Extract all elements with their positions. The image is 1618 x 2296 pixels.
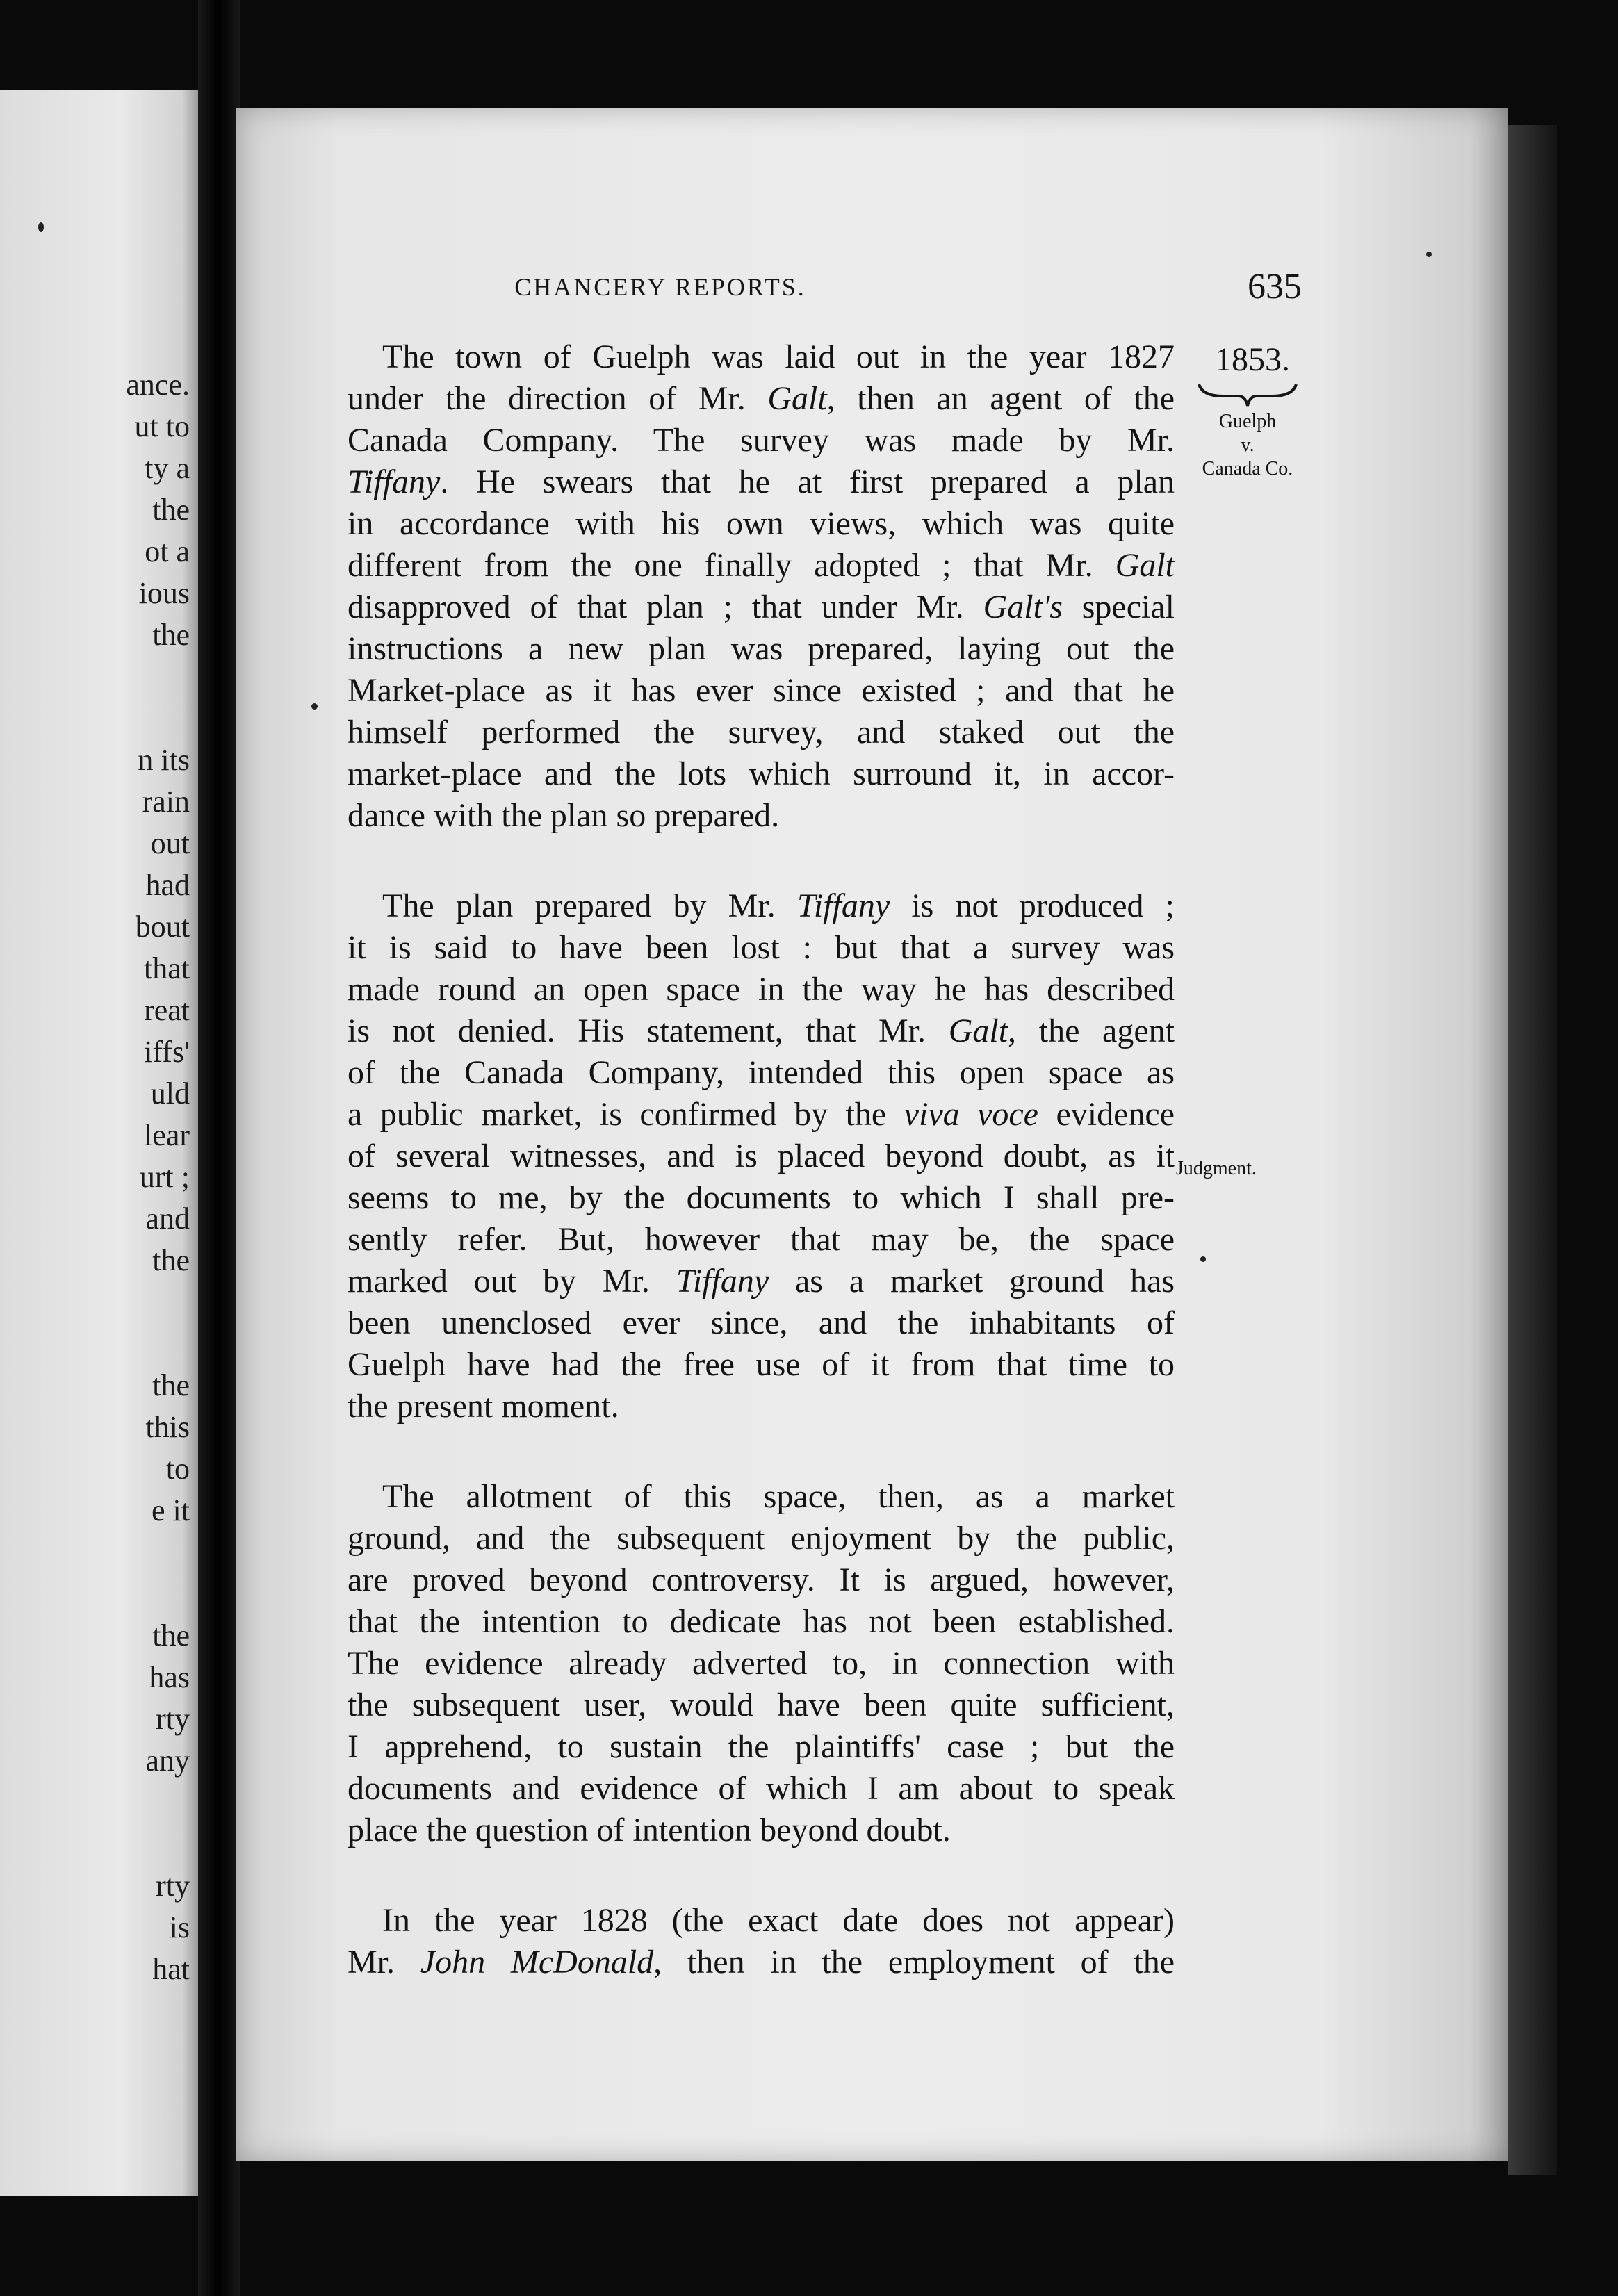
left-line-fragment: e it bbox=[152, 1493, 190, 1527]
margin-case-defendant: Canada Co. bbox=[1202, 458, 1293, 479]
text-line: sently refer. But, however that may be, the space bbox=[348, 1221, 1175, 1258]
left-line-fragment: rty bbox=[156, 1869, 190, 1903]
left-line-fragment: the bbox=[152, 1368, 190, 1402]
left-line-fragment: n its bbox=[138, 743, 190, 777]
left-line-fragment: the bbox=[152, 1243, 190, 1277]
left-line-fragment: hat bbox=[152, 1952, 190, 1986]
dust-speck bbox=[38, 222, 44, 232]
text-line: ground, and the subsequent enjoyment by the public, bbox=[348, 1520, 1175, 1557]
text-line: Canada Company. The survey was made by Mr. bbox=[348, 422, 1175, 459]
text-line: Tiffany. He swears that he at first prepared a plan bbox=[348, 464, 1175, 500]
text-line: market-place and the lots which surround it, in accor- bbox=[348, 755, 1175, 792]
left-line-fragment: lear bbox=[144, 1118, 190, 1152]
left-line-fragment: ot a bbox=[145, 534, 190, 568]
left-line-fragment: has bbox=[149, 1660, 190, 1694]
text-line: The plan prepared by Mr. Tiffany is not produced ; bbox=[382, 887, 1175, 924]
text-line: under the direction of Mr. Galt, then an agent of the bbox=[348, 380, 1175, 417]
margin-case-plaintiff: Guelph bbox=[1218, 411, 1277, 432]
running-head: CHANCERY REPORTS. bbox=[514, 273, 806, 301]
left-line-fragment: iffs' bbox=[144, 1035, 190, 1069]
left-line-fragment: ty a bbox=[145, 451, 190, 485]
text-line: the present moment. bbox=[348, 1388, 619, 1425]
text-line: disapproved of that plan ; that under Mr. Galt's special bbox=[348, 589, 1175, 625]
paragraph bbox=[348, 885, 1175, 1427]
text-line: is not denied. His statement, that Mr. Galt, the agent bbox=[348, 1012, 1175, 1049]
text-line: The evidence already adverted to, in connection with bbox=[348, 1645, 1175, 1682]
text-line: The town of Guelph was laid out in the year 1827 bbox=[382, 338, 1175, 375]
text-line: made round an open space in the way he has described bbox=[348, 971, 1175, 1008]
left-line-fragment: ance. bbox=[126, 368, 190, 402]
left-line-fragment: rain bbox=[142, 785, 190, 819]
left-line-fragment: rty bbox=[156, 1702, 190, 1736]
previous-page-fragment bbox=[0, 90, 198, 2196]
left-line-fragment: bout bbox=[135, 910, 190, 944]
page-number: 635 bbox=[1248, 267, 1302, 306]
paragraph bbox=[348, 1476, 1175, 1851]
text-line: different from the one finally adopted ; that Mr. Galt bbox=[348, 547, 1175, 584]
dust-speck bbox=[311, 703, 318, 710]
left-line-fragment: the bbox=[152, 493, 190, 527]
book-gutter bbox=[198, 0, 240, 2296]
left-line-fragment: and bbox=[145, 1202, 190, 1236]
text-line: Mr. John McDonald, then in the employment of the bbox=[348, 1944, 1175, 1981]
left-line-fragment: the bbox=[152, 1618, 190, 1653]
margin-note-judgment: Judgment. bbox=[1176, 1158, 1257, 1179]
text-line: of the Canada Company, intended this open space as bbox=[348, 1054, 1175, 1091]
text-line: seems to me, by the documents to which I shall pre- bbox=[348, 1179, 1175, 1216]
text-line: Market-place as it has ever since existed ; and that he bbox=[348, 672, 1175, 709]
left-line-fragment: that bbox=[144, 951, 190, 985]
left-line-fragment: any bbox=[145, 1744, 190, 1778]
dust-speck bbox=[1200, 1256, 1206, 1262]
text-line: himself performed the survey, and staked out the bbox=[348, 714, 1175, 751]
paragraph bbox=[348, 336, 1175, 837]
curly-brace-icon bbox=[1195, 381, 1300, 409]
body-text bbox=[348, 336, 1175, 2032]
text-line: instructions a new plan was prepared, laying out the bbox=[348, 630, 1175, 667]
text-line: been unenclosed ever since, and the inhabitants of bbox=[348, 1304, 1175, 1341]
left-line-fragment: ut to bbox=[134, 409, 190, 443]
margin-note-case-name bbox=[1182, 410, 1314, 481]
left-line-fragment: to bbox=[165, 1452, 190, 1486]
text-line: documents and evidence of which I am about to speak bbox=[348, 1770, 1175, 1807]
text-line: I apprehend, to sustain the plaintiffs' case ; but the bbox=[348, 1728, 1175, 1765]
text-line: The allotment of this space, then, as a market bbox=[382, 1478, 1175, 1515]
left-line-fragment: reat bbox=[144, 993, 190, 1027]
text-line: a public market, is confirmed by the viva voce evidence bbox=[348, 1096, 1175, 1133]
text-line: it is said to have been lost : but that a survey was bbox=[348, 929, 1175, 966]
left-line-fragment: is bbox=[169, 1910, 190, 1944]
text-line: dance with the plan so prepared. bbox=[348, 797, 780, 834]
page-stack-edge bbox=[1508, 125, 1557, 2175]
margin-note-year: 1853. bbox=[1215, 341, 1290, 378]
left-line-fragment: this bbox=[145, 1410, 190, 1444]
left-line-fragment: out bbox=[150, 826, 190, 860]
left-line-fragment: ious bbox=[138, 576, 190, 610]
left-line-fragment: had bbox=[145, 868, 190, 902]
text-line: are proved beyond controversy. It is argued, however, bbox=[348, 1561, 1175, 1598]
text-line: Guelph have had the free use of it from that time to bbox=[348, 1346, 1175, 1383]
text-line: place the question of intention beyond doubt. bbox=[348, 1812, 951, 1848]
left-line-fragment: uld bbox=[150, 1076, 190, 1110]
text-line: marked out by Mr. Tiffany as a market ground has bbox=[348, 1263, 1175, 1299]
text-line: the subsequent user, would have been quite sufficient, bbox=[348, 1687, 1175, 1723]
left-line-fragment: the bbox=[152, 618, 190, 652]
text-line: In the year 1828 (the exact date does not appear) bbox=[382, 1902, 1175, 1939]
text-line: that the intention to dedicate has not been established. bbox=[348, 1603, 1175, 1640]
paragraph bbox=[348, 1900, 1175, 1983]
text-line: of several witnesses, and is placed beyond doubt, as it bbox=[348, 1138, 1175, 1174]
margin-case-versus: v. bbox=[1241, 434, 1255, 456]
dust-speck bbox=[1426, 252, 1432, 257]
text-line: in accordance with his own views, which was quite bbox=[348, 505, 1175, 542]
left-line-fragment: urt ; bbox=[139, 1160, 190, 1194]
